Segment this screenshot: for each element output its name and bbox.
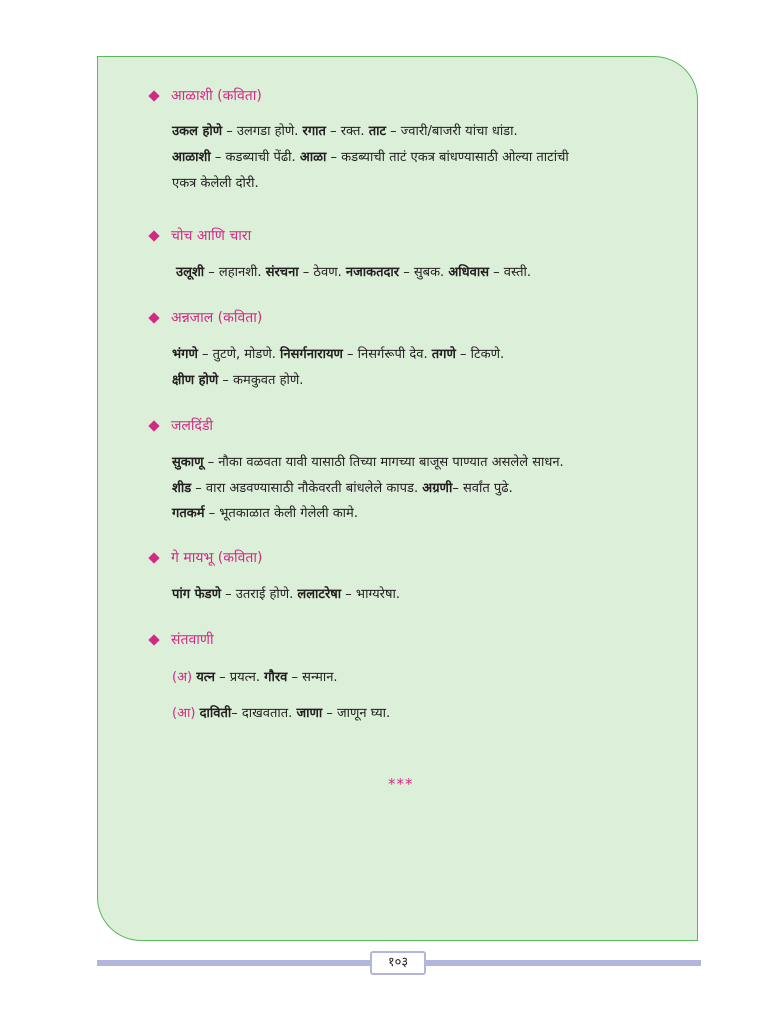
glossary-definition: – नौका वळवता यावी यासाठी तिच्या मागच्या बाजूस पाण्यात असलेले साधन.	[203, 455, 564, 470]
section-title-text: गे मायभू (कविता)	[171, 550, 263, 566]
glossary-term: क्षीण होणे	[172, 373, 219, 388]
glossary-line	[172, 121, 518, 139]
glossary-term: आळा	[299, 150, 327, 165]
diamond-bullet-icon	[148, 90, 159, 101]
glossary-term: गतकर्म	[172, 506, 205, 521]
glossary-term: ताट	[368, 124, 387, 139]
section-title-text: अन्नजाल (कविता)	[171, 310, 263, 326]
glossary-line	[172, 147, 569, 165]
glossary-line	[172, 370, 303, 388]
glossary-term: अग्रणी	[422, 481, 453, 496]
glossary-term: उलूशी	[176, 265, 205, 280]
glossary-term: उकल होणे	[172, 124, 223, 139]
section-title-text: जलदिंडी	[171, 418, 214, 434]
glossary-definition: – कडब्याची ताटं एकत्र बांधण्यासाठी ओल्या ताटांची	[326, 150, 569, 165]
glossary-definition: – वारा अडवण्यासाठी नौकेवरती बांधलेले कापड.	[191, 481, 423, 496]
glossary-definition: – तुटणे, मोडणे.	[197, 347, 281, 362]
glossary-line	[172, 452, 564, 470]
section-end-stars: ***	[388, 775, 414, 793]
glossary-definition: – सन्मान.	[287, 670, 338, 685]
glossary-definition: – वस्ती.	[489, 265, 531, 280]
glossary-definition: – कमकुवत होणे.	[218, 373, 304, 388]
glossary-definition: – सुबक.	[399, 265, 449, 280]
glossary-line	[172, 703, 390, 721]
glossary-definition: – ठेवण.	[298, 265, 346, 280]
glossary-term: भंगणे	[172, 347, 198, 362]
page-number: १०३	[370, 951, 426, 975]
section-title-text: चोच आणि चारा	[171, 228, 252, 244]
glossary-line	[172, 667, 338, 685]
glossary-term: आळाशी	[172, 150, 211, 165]
section-title	[148, 416, 213, 435]
glossary-definition: – उतराई होणे.	[220, 587, 298, 602]
glossary-term: ललाटरेषा	[297, 587, 342, 602]
glossary-definition: – लहानशी.	[204, 265, 266, 280]
glossary-term: पांग फेडणे	[172, 587, 221, 602]
glossary-term: सुकाणू	[172, 455, 204, 470]
section-title	[148, 630, 214, 649]
glossary-line	[176, 262, 531, 280]
diamond-bullet-icon	[148, 634, 159, 645]
glossary-term: दाविती	[199, 706, 232, 721]
glossary-term: गौरव	[264, 670, 288, 685]
glossary-term: यत्न	[196, 670, 215, 685]
glossary-definition: – जाणून घ्या.	[322, 706, 391, 721]
glossary-term: तगणे	[431, 347, 456, 362]
item-marker: (आ)	[172, 706, 196, 721]
glossary-definition: – उलगडा होणे.	[222, 124, 303, 139]
glossary-definition: – दाखवतात.	[231, 706, 297, 721]
glossary-line	[172, 344, 504, 362]
glossary-line	[172, 584, 400, 602]
glossary-definition: एकत्र केलेली दोरी.	[172, 176, 259, 191]
glossary-term: निसर्गनारायण	[280, 347, 343, 362]
section-title	[148, 226, 251, 245]
glossary-definition: – कडब्याची पेंढी.	[210, 150, 300, 165]
section-title	[148, 548, 262, 567]
glossary-definition: – रक्त.	[325, 124, 369, 139]
glossary-definition: – भूतकाळात केली गेलेली कामे.	[204, 506, 358, 521]
glossary-definition: – टिकणे.	[455, 347, 505, 362]
glossary-term: शीड	[172, 481, 192, 496]
glossary-term: संरचना	[265, 265, 299, 280]
glossary-definition: – निसर्गरूपी देव.	[342, 347, 432, 362]
glossary-definition: – ज्वारी/बाजरी यांचा धांडा.	[386, 124, 518, 139]
glossary-line	[172, 503, 358, 521]
section-title	[148, 86, 262, 105]
section-title-text: आळाशी (कविता)	[171, 88, 262, 104]
section-title-text: संतवाणी	[171, 632, 214, 648]
glossary-definition: – भाग्यरेषा.	[341, 587, 400, 602]
glossary-definition: – प्रयत्न.	[214, 670, 265, 685]
glossary-definition: – सर्वांत पुढे.	[452, 481, 513, 496]
glossary-term: अधिवास	[448, 265, 490, 280]
section-title	[148, 308, 262, 327]
diamond-bullet-icon	[148, 312, 159, 323]
glossary-term: नजाकतदार	[345, 265, 400, 280]
glossary-term: रगात	[302, 124, 326, 139]
diamond-bullet-icon	[148, 230, 159, 241]
item-marker: (अ)	[172, 670, 193, 685]
diamond-bullet-icon	[148, 552, 159, 563]
glossary-line	[172, 173, 259, 191]
diamond-bullet-icon	[148, 420, 159, 431]
glossary-line	[172, 478, 513, 496]
glossary-term: जाणा	[296, 706, 323, 721]
